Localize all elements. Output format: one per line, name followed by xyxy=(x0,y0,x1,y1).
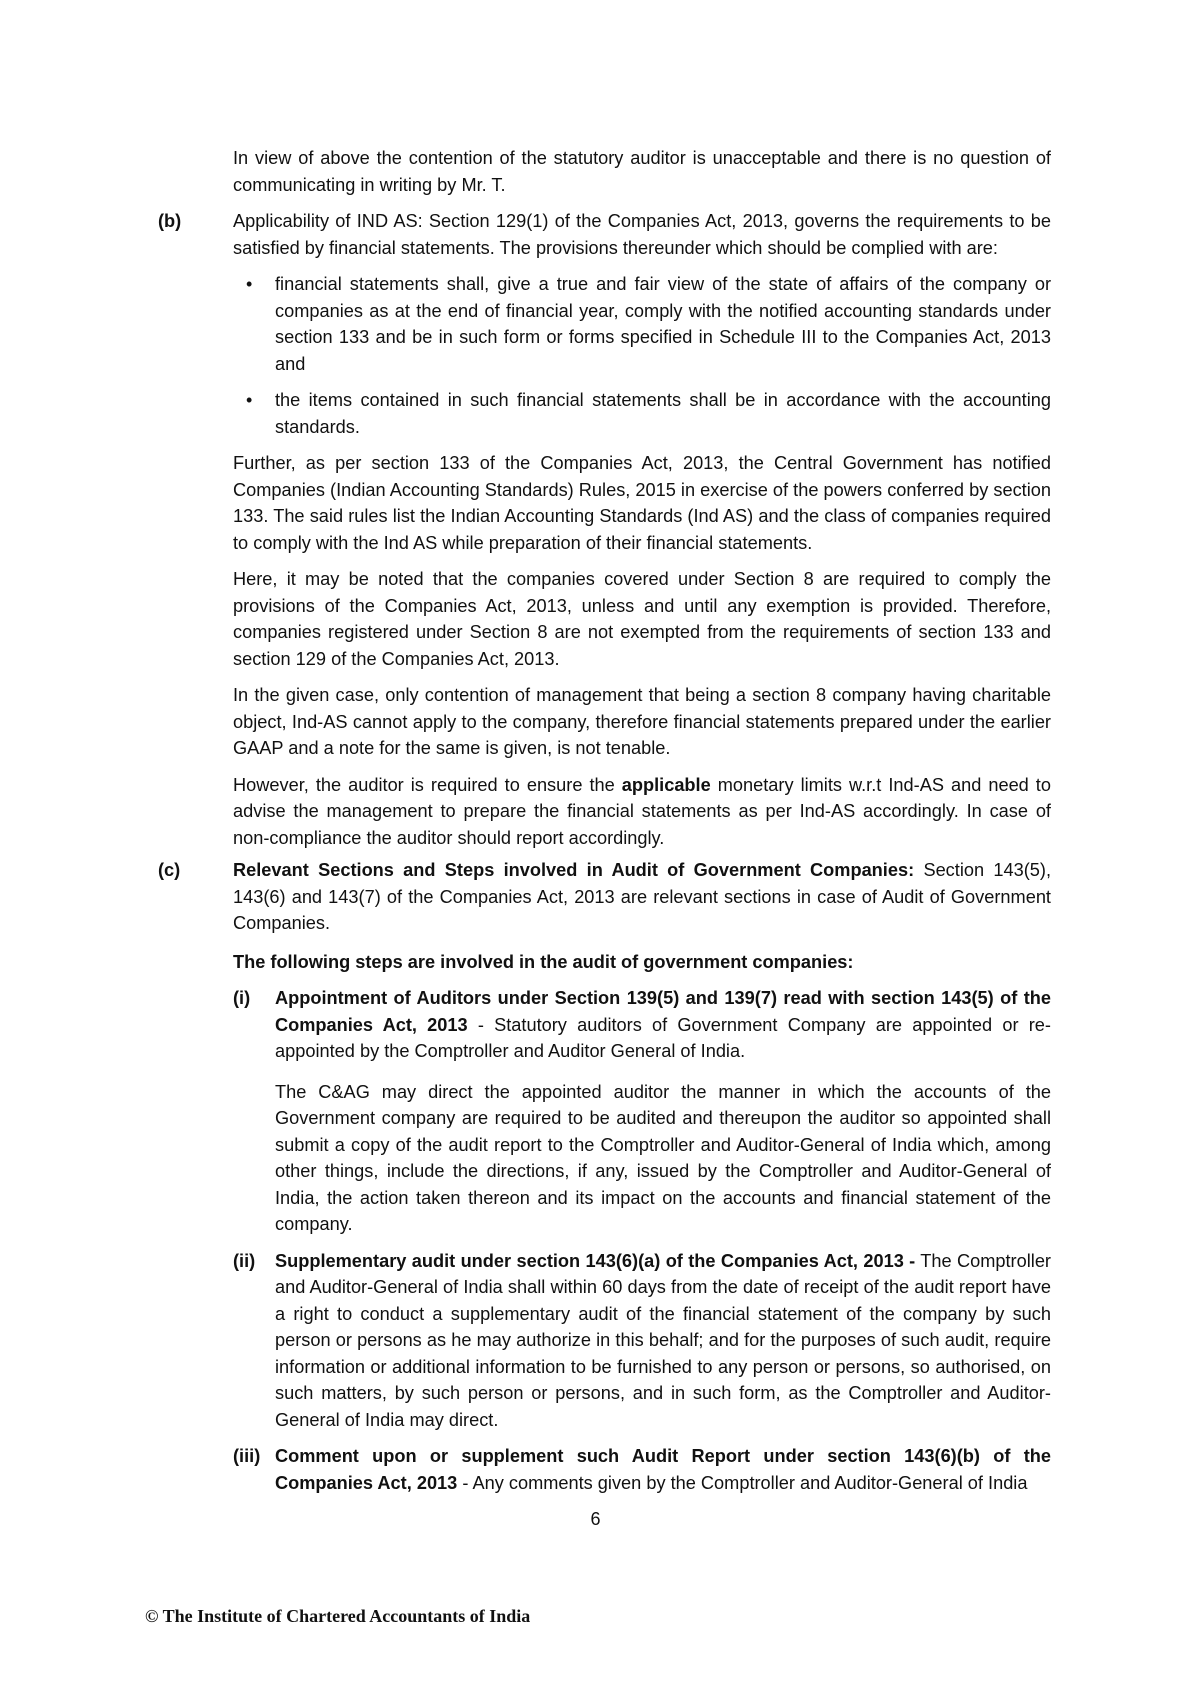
step-item-ii: (ii) Supplementary audit under section 143(6)(a) of the Companies Act, 2013 - The Comptroller and Auditor-General of India shall within 60 days from the date of receipt of the audit report have a right to conduct a supplementary audit of the financial statement of the company by such person or persons as he may authorize in this behalf; and for the purposes of such audit, require information or additional information to be furnished to any person or persons, so authorised, on such matters, by such person or persons, and in such form, as the Comptroller and Auditor-General of India may direct. xyxy=(233,1248,1051,1434)
section-b-para4: However, the auditor is required to ensure the applicable monetary limits w.r.t Ind-AS and need to advise the management to prepare the financial statements as per Ind-AS accordingly. In case of non-compliance the auditor should report accordingly. xyxy=(233,774,1051,848)
section-b xyxy=(233,208,1051,861)
step-label: (iii) xyxy=(233,1446,261,1466)
section-b-label: (b) xyxy=(158,211,182,231)
section-b-para2: Here, it may be noted that the companies covered under Section 8 are required to comply the provisions of the Companies Act, 2013, unless and until any exemption is provided. Therefore, companies registered under Section 8 are not exempted from the requirements of section 133 and section 129 of the Companies Act, 2013. xyxy=(233,569,1051,669)
section-c xyxy=(233,857,1051,1506)
step-item-iii: (iii) Comment upon or supplement such Audit Report under section 143(6)(b) of the Companies Act, 2013 - Any comments given by the Comptroller and Auditor-General of India xyxy=(233,1443,1051,1496)
section-b-para3: In the given case, only contention of management that being a section 8 company having charitable object, Ind-AS cannot apply to the company, therefore financial statements prepared under the earlier GAAP and a note for the same is given, is not tenable. xyxy=(233,685,1051,758)
section-b-intro: Applicability of IND AS: Section 129(1) of the Companies Act, 2013, governs the requirements to be satisfied by financial statements. The provisions thereunder which should be complied with are: xyxy=(233,211,1051,258)
footer-copyright: © The Institute of Chartered Accountants of India xyxy=(145,1606,531,1626)
step-item-i: (i) Appointment of Auditors under Section 139(5) and 139(7) read with section 143(5) of the Companies Act, 2013 - Statutory auditors of Government Company are appointed or re-appointed by the Comptroller and Auditor General of India. The C&AG may direct the appointed auditor the manner in which the accounts of the Government company are required to be audited and thereupon the auditor so appointed shall submit a copy of the audit report to the Comptroller and Auditor-General of India which, among other things, include the directions, if any, issued by the Comptroller and Auditor-General of India, the action taken thereon and its impact on the accounts and financial statement of the company. xyxy=(233,985,1051,1238)
bullet-icon: • xyxy=(246,390,253,410)
bullet-item: • financial statements shall, give a true and fair view of the state of affairs of the company or companies as at the end of financial year, comply with the notified accounting standards under section 133 and be in such form or forms specified in Schedule III to the Companies Act, 2013 and xyxy=(233,271,1051,377)
bullet-icon: • xyxy=(246,274,253,294)
intro-paragraph: In view of above the contention of the statutory auditor is unacceptable and there is no question of communicating in writing by Mr. T. xyxy=(233,148,1051,195)
step-i-extra: The C&AG may direct the appointed auditor the manner in which the accounts of the Government company are required to be audited and thereupon the auditor so appointed shall submit a copy of the audit report to the Comptroller and Auditor-General of India which, among other things, include the directions, if any, issued by the Comptroller and Auditor-General of India, the action taken thereon and its impact on the accounts and financial statement of the company. xyxy=(275,1081,1051,1234)
section-c-label: (c) xyxy=(158,860,181,880)
steps-heading: The following steps are involved in the audit of government companies: xyxy=(233,951,854,972)
section-c-heading: Relevant Sections and Steps involved in Audit of Government Companies: Section 143(5), 143(6) and 143(7) of the Companies Act, 2013 are relevant sections in case of Audit of Government Companies. xyxy=(233,860,1052,933)
step-label: (i) xyxy=(233,988,251,1008)
bullet-item: • the items contained in such financial statements shall be in accordance with the accounting standards. xyxy=(233,387,1051,440)
page-number: 6 xyxy=(590,1509,601,1529)
section-b-para1: Further, as per section 133 of the Companies Act, 2013, the Central Government has notified Companies (Indian Accounting Standards) Rules, 2015 in exercise of the powers conferred by section 133. The said rules list the Indian Accounting Standards (Ind AS) and the class of companies required to comply with the Ind AS while preparation of their financial statements. xyxy=(233,453,1051,553)
step-label: (ii) xyxy=(233,1250,256,1271)
